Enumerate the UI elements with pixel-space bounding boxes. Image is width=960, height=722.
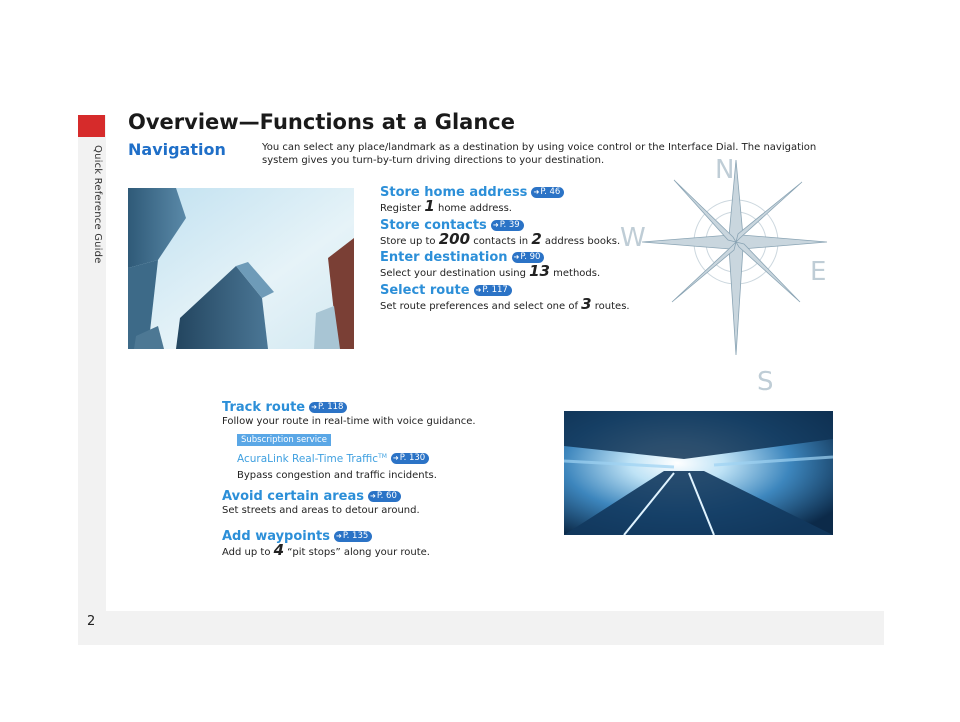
compass-south-letter: S	[757, 367, 774, 397]
add-waypoints-link[interactable]: Add waypoints	[222, 529, 330, 544]
feature-track-route	[222, 401, 476, 428]
select-route-link[interactable]: Select route	[380, 283, 470, 298]
feature-description: Register 1 home address.	[380, 197, 512, 215]
compass-north-letter: N	[715, 155, 735, 185]
feature-select-route	[380, 284, 630, 313]
enter-destination-link[interactable]: Enter destination	[380, 250, 508, 265]
traffic-link[interactable]: AcuraLink Real-Time Traffic™	[237, 453, 387, 465]
store-contacts-link[interactable]: Store contacts	[380, 218, 487, 233]
arrow-right-icon: ➜	[392, 454, 399, 462]
subscription-badge: Subscription service	[237, 434, 331, 446]
arrow-right-icon: ➜	[369, 492, 376, 500]
arrow-right-icon: ➜	[311, 403, 318, 411]
page-ref-badge[interactable]: ➜P. 46	[531, 187, 564, 198]
feature-traffic-title-row	[237, 450, 437, 482]
track-route-link[interactable]: Track route	[222, 400, 306, 415]
intro-text: You can select any place/landmark as a destination by using voice control or the Interface Dial. The navigation system gives you turn-by-turn driving directions to your destination.	[262, 142, 817, 166]
compass-east-letter: E	[810, 257, 827, 287]
page-number: 2	[87, 614, 96, 629]
feature-description: Set streets and areas to detour around.	[222, 505, 420, 516]
page-ref-badge[interactable]: ➜P. 118	[309, 402, 347, 413]
city-skyline-photo	[128, 188, 354, 349]
feature-store-home	[380, 186, 564, 215]
arrow-right-icon: ➜	[513, 253, 520, 261]
feature-traffic	[237, 433, 331, 446]
feature-description: Select your destination using 13 methods.	[380, 262, 601, 280]
page-ref-badge[interactable]: ➜P. 130	[391, 453, 429, 464]
page-ref-badge[interactable]: ➜P. 90	[512, 252, 545, 263]
arrow-right-icon: ➜	[475, 286, 482, 294]
sidebar-label: Quick Reference Guide	[92, 145, 103, 264]
arrow-right-icon: ➜	[492, 221, 499, 229]
feature-description: Bypass congestion and traffic incidents.	[237, 470, 437, 481]
compass-rose-icon	[612, 150, 844, 400]
section-heading: Navigation	[128, 140, 226, 159]
arrow-right-icon: ➜	[335, 532, 342, 540]
page-ref-badge[interactable]: ➜P. 39	[491, 220, 524, 231]
feature-add-waypoints	[222, 530, 430, 559]
feature-description: Store up to 200 contacts in 2 address books.	[380, 230, 621, 248]
section-tab-marker	[78, 115, 105, 137]
compass-west-letter: W	[620, 223, 646, 253]
page-ref-badge[interactable]: ➜P. 135	[334, 531, 372, 542]
highway-tunnel-photo	[564, 411, 833, 535]
feature-avoid-areas	[222, 490, 420, 517]
store-home-link[interactable]: Store home address	[380, 185, 528, 200]
feature-description: Add up to 4 “pit stops” along your route.	[222, 541, 430, 559]
feature-store-contacts	[380, 219, 620, 248]
page-ref-badge[interactable]: ➜P. 117	[474, 285, 512, 296]
arrow-right-icon: ➜	[533, 188, 540, 196]
page-ref-badge[interactable]: ➜P. 60	[368, 491, 401, 502]
feature-enter-destination	[380, 251, 600, 280]
page-title: Overview—Functions at a Glance	[128, 110, 515, 134]
feature-description: Follow your route in real-time with voice guidance.	[222, 416, 476, 427]
feature-description: Set route preferences and select one of 3 routes.	[380, 295, 630, 313]
avoid-areas-link[interactable]: Avoid certain areas	[222, 489, 364, 504]
